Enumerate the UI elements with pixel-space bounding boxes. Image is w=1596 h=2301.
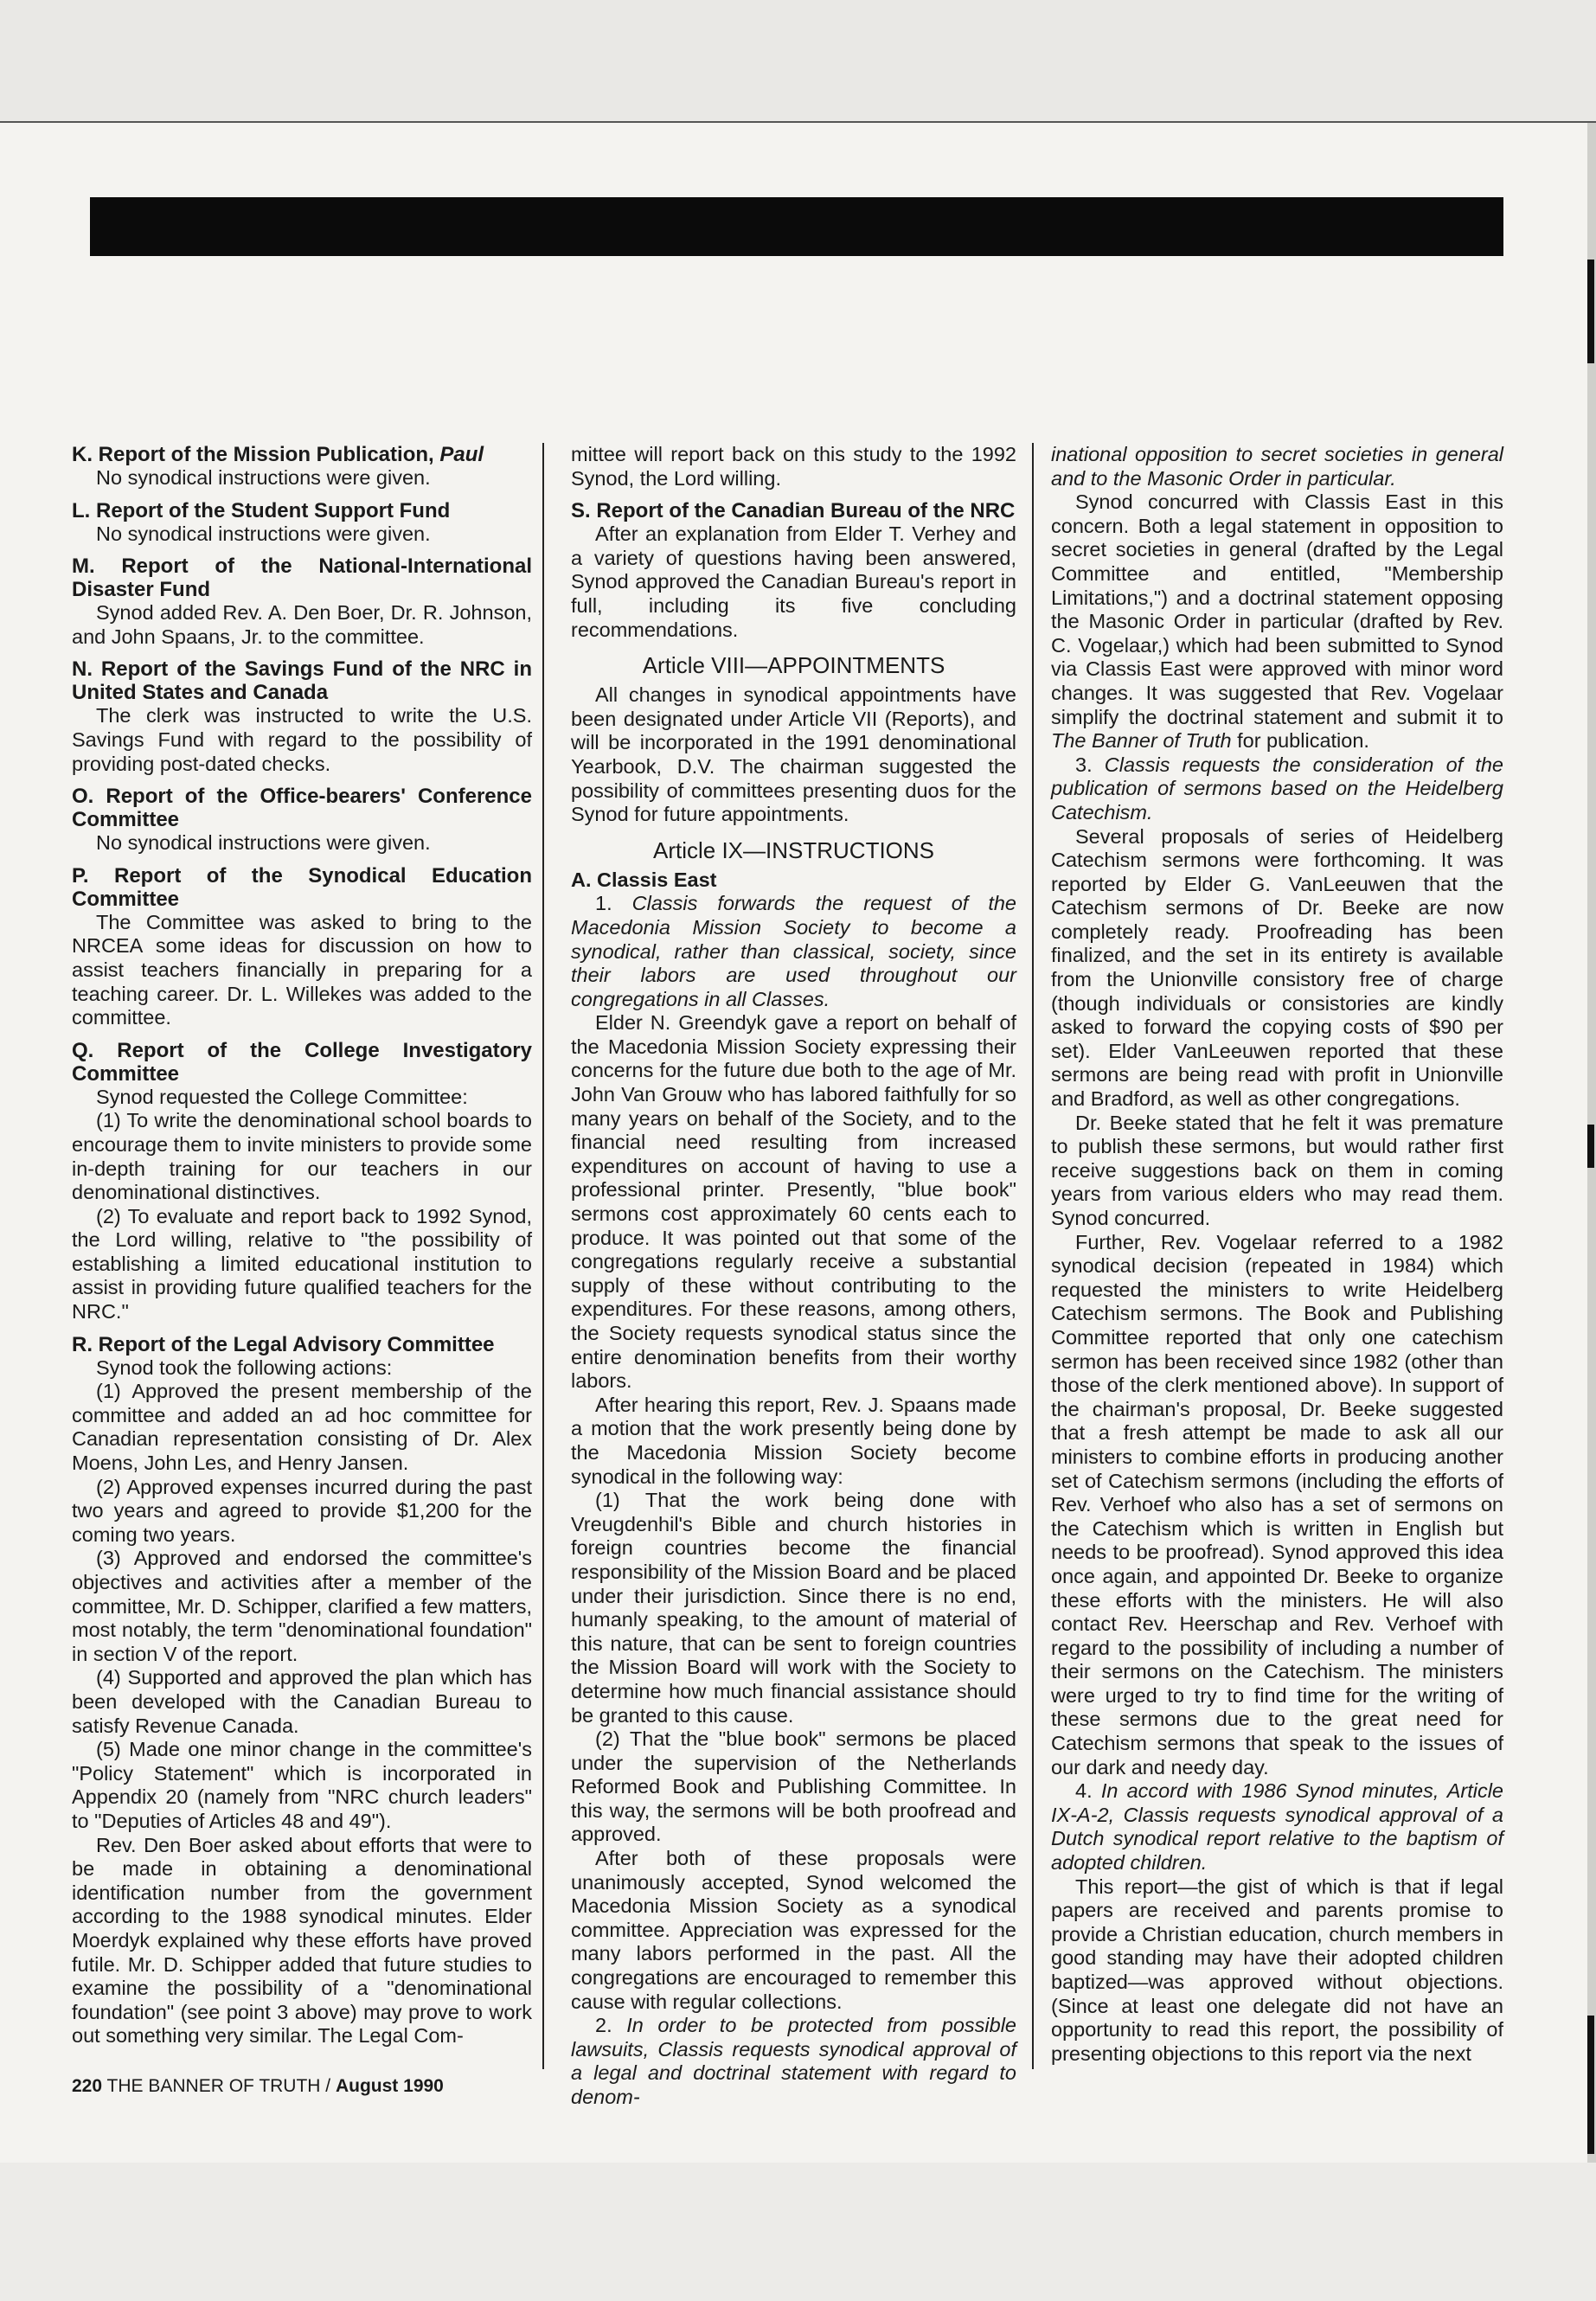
instruction-item: 4. In accord with 1986 Synod minutes, Article IX-A-2, Classis requests synodical approval of a Dutch synodical report relative to the baptism of adopted children. bbox=[1051, 1779, 1504, 1875]
paragraph: Synod concurred with Classis East in this concern. Both a legal statement in opposition to secret societies in general (drafted by the Legal Committee and entitled, "Membership Limitations,") and a doctrinal statement opposing the Masonic Order in particular (drafted by Rev. C. Vogelaar,) which had been submitted to Synod via Classis East were approved with minor word changes. It was suggested that Rev. Vogelaar simplify the doctrinal statement and submit it to The Banner of Truth for publication. bbox=[1051, 490, 1503, 753]
paragraph: (2) To evaluate and report back to 1992 Synod, the Lord willing, relative to "the possibility of establishing a limited educational institution to assist in providing future qualified teachers for the NRC." bbox=[72, 1204, 532, 1324]
paragraph: Further, Rev. Vogelaar referred to a 1982 synodical decision (repeated in 1984) which requested the ministers to write Heidelberg Catechism sermons. The Book and Publishing Committee reported that only one catechism sermon has been received since 1982 (other than those of the clerk mentioned above). In support of the chairman's proposal, Dr. Beeke suggested that a fresh attempt be made to ask all our ministers to combine efforts in producing another set of Catechism sermons (including the efforts of Rev. Verhoef who also has a set of sermons on the Catechism which is written in English but needs to be proofread). Synod approved this idea once again, and appointed Dr. Beeke to organize these efforts with the ministers. He will also contact Rev. Heerschap and Rev. Verhoef with regard to the possibility of including a number of their sermons on the Catechism. The ministers were urged to try to find time for the writing of these sermons due to the great need for Catechism sermons that speak to the issues of our dark and needy day. bbox=[1051, 1230, 1503, 1779]
section-heading: Q. Report of the College Investigatory Committee bbox=[72, 1038, 532, 1086]
column-rule bbox=[1032, 443, 1034, 2069]
paragraph: (3) Approved and endorsed the committee's objectives and activities after a member of the committee, Mr. D. Schipper, clarified a few matters, most notably, the term "denominational foundation" in section V of the report. bbox=[72, 1547, 532, 1665]
paragraph: After an explanation from Elder T. Verhey and a variety of questions having been answered, Synod approved the Canadian Bureau's report in full, including its five concluding recommendations. bbox=[571, 522, 1016, 641]
instruction-item-continued: inational opposition to secret societies in general and to the Masonic Order in particular. bbox=[1051, 443, 1503, 490]
paragraph: After hearing this report, Rev. J. Spaans made a motion that the work presently being done by the Macedonia Mission Society become synodical in the following way: bbox=[571, 1393, 1016, 1488]
paragraph: (1) To write the denominational school boards to encourage them to invite ministers to provide some in-depth training for our teachers in our denominational distinctives. bbox=[72, 1109, 532, 1204]
paragraph: The Committee was asked to bring to the NRCEA some ideas for discussion on how to assist teachers financially in preparing for a teaching career. Dr. L. Willekes was added to the committee. bbox=[72, 910, 532, 1029]
paragraph: (4) Supported and approved the plan which has been developed with the Canadian Bureau to satisfy Revenue Canada. bbox=[72, 1666, 532, 1737]
section-heading: L. Report of the Student Support Fund bbox=[72, 498, 451, 522]
paragraph: The clerk was instructed to write the U.S. Savings Fund with regard to the possibility of providing post-dated checks. bbox=[72, 704, 532, 775]
article-heading: Article IX—INSTRUCTIONS bbox=[652, 836, 935, 863]
section-heading: S. Report of the Canadian Bureau of the NRC bbox=[571, 499, 1016, 523]
article-heading: Article VIII—APPOINTMENTS bbox=[642, 652, 945, 679]
instruction-item: 3. Classis requests the consideration of the publication of sermons based on the Heidelberg Catechism. bbox=[1051, 753, 1504, 824]
paragraph: After both of these proposals were unanimously accepted, Synod welcomed the Macedonia Mission Society as a synodical committee. Appreciation was expressed for the many labors performed in the past. All the congregations are encouraged to remember this cause with regular collections. bbox=[571, 1847, 1016, 2013]
paragraph: This report—the gist of which is that if legal papers are received and parents promise to provide a Christian education, church members in good standing may have their adopted children baptized—was approved without objections. (Since at least one delegate did not have an opportunity to read this report, the possibility of presenting objections to this report via the next bbox=[1051, 1875, 1503, 2065]
scan-margin-bottom bbox=[0, 2163, 1596, 2301]
page-number: 220 bbox=[72, 2076, 103, 2096]
paragraph: Synod took the following actions: bbox=[96, 1356, 393, 1379]
scan-edge-line bbox=[0, 121, 1596, 123]
paragraph: (2) Approved expenses incurred during the past two years and agreed to provide $1,200 for the coming two years. bbox=[72, 1475, 532, 1546]
page-footer bbox=[72, 2075, 444, 2098]
paragraph: Dr. Beeke stated that he felt it was premature to publish these sermons, but would rather first receive suggestions back on them in coming years from various elders who may read them. Synod concurred. bbox=[1051, 1111, 1503, 1229]
column-left bbox=[72, 443, 532, 2048]
paragraph: Synod requested the College Committee: bbox=[96, 1085, 468, 1108]
section-heading: P. Report of the Synodical Education Committee bbox=[72, 863, 532, 911]
paragraph: Rev. Den Boer asked about efforts that were to be made in obtaining a denominational identification number from the government according to the 1988 synodical minutes. Elder Moerdyk explained why these efforts have proved futile. Mr. D. Schipper added that future studies to examine the possibility of a "denominational foundation" (see point 3 above) may prove to work out something very similar. The Legal Com- bbox=[72, 1833, 532, 2048]
column-right bbox=[1051, 443, 1503, 2066]
paragraph: Several proposals of series of Heidelberg Catechism sermons were forthcoming. It was reported by Elder G. VanLeeuwen that the Catechism sermons of Dr. Beeke are now completely ready. Proofreading has been finalized, and the set in its entirety is available from the Unionville consistory free of charge (though individuals or consistories are kindly asked to forward the copying costs of $90 per set). Elder VanLeeuwen reported that these sermons are being read with profit in Unionville and Bradford, as well as other congregations. bbox=[1051, 824, 1503, 1111]
section-heading: M. Report of the National-International Disaster Fund bbox=[72, 554, 532, 602]
magazine-title: THE BANNER OF TRUTH / bbox=[106, 2076, 331, 2096]
paragraph: (2) That the "blue book" sermons be placed under the supervision of the Netherlands Reformed Book and Publishing Committee. In this way, the sermons will be both proofread and approved. bbox=[571, 1727, 1016, 1846]
scan-mark bbox=[1587, 1125, 1594, 1168]
section-heading: K. Report of the Mission Publication, Paul bbox=[72, 443, 484, 466]
paragraph: mittee will report back on this study to the 1992 Synod, the Lord willing. bbox=[571, 443, 1016, 490]
scan-mark bbox=[1587, 2016, 1594, 2154]
paragraph: (1) That the work being done with Vreugdenhil's Bible and church histories in foreign countries become the financial responsibility of the Mission Board and be placed under their jurisdiction. Since there is no end, humanly speaking, to the amount of material of this nature, that can be sent to foreign countries the Mission Board will work with the Society to determine how much financial assistance should be granted to this cause. bbox=[571, 1489, 1016, 1727]
subsection-heading: A. Classis East bbox=[571, 868, 717, 891]
section-heading: O. Report of the Office-bearers' Conference Committee bbox=[72, 785, 532, 832]
scan-mark bbox=[1587, 260, 1594, 363]
paragraph: All changes in synodical appointments have been designated under Article VII (Reports), and will be incorporated in the 1991 denominational Yearbook, D.V. The chairman suggested the possibility of committees presenting duos for the Synod for future appointments. bbox=[571, 683, 1016, 826]
header-black-bar bbox=[90, 197, 1503, 256]
paragraph: (5) Made one minor change in the committee's "Policy Statement" which is incorporated in Appendix 20 (namely from "NRC church leaders" to "Deputies of Articles 48 and 49"). bbox=[72, 1738, 532, 1832]
paragraph: (1) Approved the present membership of the committee and added an ad hoc committee for Canadian representation consisting of Dr. Alex Moens, John Les, and Henry Jansen. bbox=[72, 1380, 532, 1475]
paragraph: No synodical instructions were given. bbox=[96, 522, 431, 545]
column-middle bbox=[571, 443, 1016, 2110]
paragraph: No synodical instructions were given. bbox=[96, 466, 431, 489]
column-rule bbox=[542, 443, 544, 2069]
paragraph: Synod added Rev. A. Den Boer, Dr. R. Johnson, and John Spaans, Jr. to the committee. bbox=[72, 601, 532, 648]
section-heading: N. Report of the Savings Fund of the NRC in United States and Canada bbox=[72, 657, 532, 705]
paragraph: No synodical instructions were given. bbox=[96, 831, 431, 855]
scan-margin-top bbox=[0, 0, 1596, 121]
instruction-item: 2. In order to be protected from possible lawsuits, Classis requests synodical approval of a legal and doctrinal statement with regard to denom- bbox=[571, 2014, 1017, 2108]
paragraph: Elder N. Greendyk gave a report on behalf of the Macedonia Mission Society expressing their concerns for the future due both to the age of Mr. John Van Grouw who has labored faithfully for so many years on behalf of the Society, and to the financial need resulting from increased expenditures on account of having to use a professional printer. Presently, "blue book" sermons cost approximately 60 cents each to produce. It was pointed out that some of the congregations regularly receive a substantial supply of these without contributing to the expenditures. For these reasons, among others, the Society requests synodical status since the entire denomination benefits from their worthy labors. bbox=[571, 1011, 1016, 1393]
issue-date: August 1990 bbox=[335, 2076, 444, 2096]
section-heading: R. Report of the Legal Advisory Committee bbox=[72, 1332, 495, 1356]
instruction-item: 1. Classis forwards the request of the Macedonia Mission Society to become a synodical, rather than classical, society, since their labors are used throughout our congregations in all Classes. bbox=[571, 892, 1017, 1010]
